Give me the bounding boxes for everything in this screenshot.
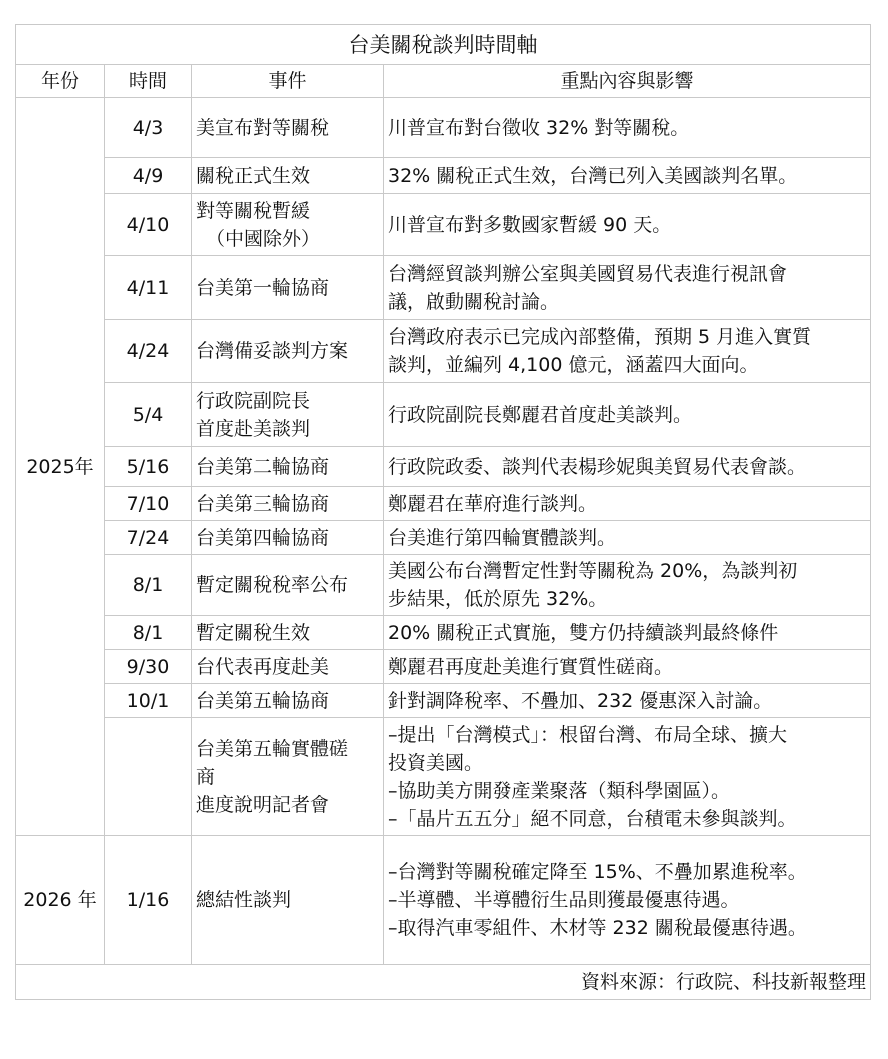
detail-line: 台灣經貿談判辦公室與美國貿易代表進行視訊會 — [388, 262, 788, 285]
event-cell — [192, 383, 384, 447]
detail-cell — [384, 684, 871, 718]
event-line: 台美第五輪協商 — [196, 689, 330, 712]
time-cell: 10/1 — [105, 684, 192, 718]
event-cell — [192, 555, 384, 616]
time-cell: 8/1 — [105, 555, 192, 616]
detail-cell — [384, 320, 871, 383]
table-row — [16, 555, 871, 616]
event-cell — [192, 521, 384, 555]
event-cell — [192, 650, 384, 684]
event-cell — [192, 98, 384, 158]
detail-cell — [384, 521, 871, 555]
table-row — [16, 447, 871, 487]
time-cell: 4/9 — [105, 158, 192, 194]
event-line: 商 — [196, 765, 216, 788]
time-cell: 4/11 — [105, 256, 192, 320]
event-line: 台灣備妥談判方案 — [196, 340, 349, 362]
table-row — [16, 836, 871, 965]
detail-cell — [384, 194, 871, 256]
detail-line: –「晶片五五分」絕不同意，台積電未參與談判。 — [388, 807, 797, 830]
time-cell: 1/16 — [105, 836, 192, 965]
detail-cell — [384, 487, 871, 521]
title-row — [16, 25, 871, 65]
detail-cell — [384, 158, 871, 194]
detail-line: 台美進行第四輪實體談判。 — [388, 526, 617, 549]
source-row — [16, 965, 871, 1000]
event-cell — [192, 718, 384, 836]
detail-line: 行政院副院長鄭麗君首度赴美談判。 — [388, 403, 693, 426]
year-cell: 2025年 — [16, 98, 105, 836]
detail-line: 步結果，低於原先 32%。 — [388, 588, 608, 610]
time-cell — [105, 718, 192, 836]
detail-line: 20% 關稅正式實施，雙方仍持續談判最終條件 — [388, 621, 779, 644]
detail-line: 投資美國。 — [388, 751, 484, 774]
time-cell: 4/24 — [105, 320, 192, 383]
event-line: 對等關稅暫緩 — [196, 199, 311, 222]
event-cell — [192, 158, 384, 194]
detail-line: 談判，並編列 4,100 億元，涵蓋四大面向。 — [388, 354, 759, 376]
detail-line: –取得汽車零組件、木材等 232 關稅最優惠待遇。 — [388, 917, 807, 939]
detail-line: 台灣政府表示已完成內部整備，預期 5 月進入實質 — [388, 326, 812, 348]
time-cell: 7/24 — [105, 521, 192, 555]
event-cell — [192, 194, 384, 256]
year-cell: 2026 年 — [16, 836, 105, 965]
time-cell: 9/30 — [105, 650, 192, 684]
detail-cell — [384, 616, 871, 650]
event-cell — [192, 320, 384, 383]
event-line: 台美第四輪協商 — [196, 526, 330, 549]
detail-cell — [384, 650, 871, 684]
time-cell: 8/1 — [105, 616, 192, 650]
detail-cell — [384, 836, 871, 965]
detail-line: 川普宣布對多數國家暫緩 90 天。 — [388, 213, 672, 236]
table-row — [16, 383, 871, 447]
detail-cell — [384, 718, 871, 836]
table-row — [16, 320, 871, 383]
table-row — [16, 616, 871, 650]
table-row — [16, 194, 871, 256]
table-row — [16, 650, 871, 684]
event-cell — [192, 836, 384, 965]
table-row — [16, 98, 871, 158]
event-cell — [192, 684, 384, 718]
table-title: 台美關稅談判時間軸 — [16, 25, 871, 65]
detail-line: 美國公布台灣暫定性對等關稅為 20%，為談判初 — [388, 560, 798, 582]
event-cell — [192, 447, 384, 487]
detail-line: 鄭麗君在華府進行談判。 — [388, 492, 598, 515]
event-line: 暫定關稅稅率公布 — [196, 574, 349, 596]
event-cell — [192, 616, 384, 650]
detail-line: 議，啟動關稅討論。 — [388, 290, 560, 313]
time-cell: 4/10 — [105, 194, 192, 256]
table-row — [16, 487, 871, 521]
event-line: 行政院副院長 — [196, 389, 311, 412]
event-cell — [192, 487, 384, 521]
header-time: 時間 — [105, 65, 192, 98]
event-line: 首度赴美談判 — [196, 417, 311, 440]
source-note: 資料來源：行政院、科技新報整理 — [16, 965, 871, 1000]
detail-line: 針對調降稅率、不疊加、232 優惠深入討論。 — [388, 689, 773, 712]
event-line: 美宣布對等關稅 — [196, 116, 330, 139]
table-row — [16, 718, 871, 836]
table-row — [16, 521, 871, 555]
header-row — [16, 65, 871, 98]
event-line: 台代表再度赴美 — [196, 655, 330, 678]
table-row — [16, 158, 871, 194]
detail-cell — [384, 383, 871, 447]
detail-cell — [384, 447, 871, 487]
event-line: 關稅正式生效 — [196, 164, 311, 187]
event-line: 進度說明記者會 — [196, 793, 330, 816]
detail-line: 鄭麗君再度赴美進行實質性磋商。 — [388, 655, 674, 678]
detail-line: –協助美方開發產業聚落（類科學園區）。 — [388, 779, 731, 802]
event-line: 台美第五輪實體磋 — [196, 737, 349, 760]
event-line: 暫定關稅生效 — [196, 621, 311, 644]
time-cell: 4/3 — [105, 98, 192, 158]
detail-cell — [384, 98, 871, 158]
detail-line: –半導體、半導體衍生品則獲最優惠待遇。 — [388, 889, 740, 911]
header-event: 事件 — [192, 65, 384, 98]
event-line: 總結性談判 — [196, 889, 292, 911]
event-line: 台美第三輪協商 — [196, 492, 330, 515]
header-detail: 重點內容與影響 — [384, 65, 871, 98]
header-year: 年份 — [16, 65, 105, 98]
table-row — [16, 684, 871, 718]
time-cell: 7/10 — [105, 487, 192, 521]
detail-line: 32% 關稅正式生效，台灣已列入美國談判名單。 — [388, 164, 798, 187]
detail-line: 川普宣布對台徵收 32% 對等關稅。 — [388, 116, 690, 139]
event-line: （中國除外） — [206, 227, 321, 250]
table-row — [16, 256, 871, 320]
timeline-table — [15, 24, 871, 1000]
event-line: 台美第二輪協商 — [196, 455, 330, 478]
detail-line: –提出「台灣模式」：根留台灣、布局全球、擴大 — [388, 723, 788, 746]
time-cell: 5/16 — [105, 447, 192, 487]
time-cell: 5/4 — [105, 383, 192, 447]
event-cell — [192, 256, 384, 320]
event-line: 台美第一輪協商 — [196, 276, 330, 299]
detail-line: –台灣對等關稅確定降至 15%、不疊加累進稅率。 — [388, 861, 807, 883]
detail-line: 行政院政委、談判代表楊珍妮與美貿易代表會談。 — [388, 455, 807, 478]
detail-cell — [384, 256, 871, 320]
detail-cell — [384, 555, 871, 616]
